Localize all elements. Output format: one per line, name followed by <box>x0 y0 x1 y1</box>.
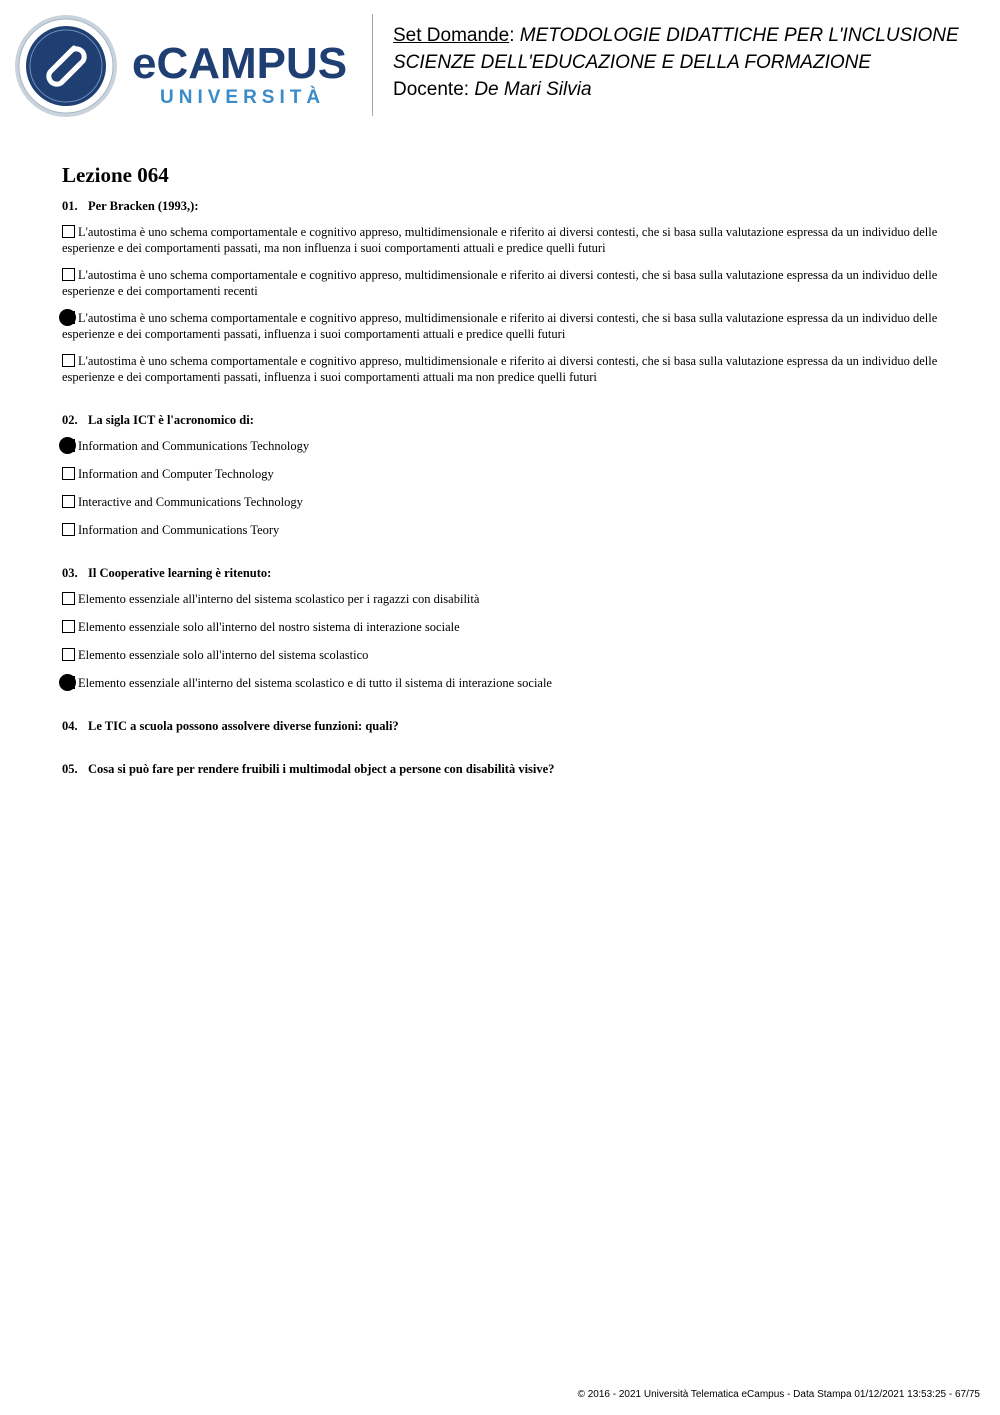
header-divider <box>372 14 373 116</box>
question-title <box>62 565 942 581</box>
answer-option[interactable] <box>62 647 942 663</box>
answer-option[interactable] <box>62 591 942 607</box>
question-04 <box>62 718 942 734</box>
question-title <box>62 412 942 428</box>
question-02 <box>62 412 942 538</box>
question-set <box>62 162 942 804</box>
answer-option[interactable] <box>62 494 942 510</box>
header-info <box>393 22 959 103</box>
checkbox-icon[interactable] <box>62 648 75 661</box>
answer-text: Information and Communications Technology <box>78 439 310 453</box>
selected-dot-icon <box>59 309 76 326</box>
checkbox-icon[interactable] <box>62 523 75 536</box>
question-title <box>62 198 942 214</box>
answer-text: Interactive and Communications Technology <box>78 495 303 509</box>
lesson-title: Lezione 064 <box>62 163 169 187</box>
checkbox-icon[interactable] <box>62 620 75 633</box>
answer-text: Information and Communications Teory <box>78 523 280 537</box>
checkbox-icon[interactable] <box>62 268 75 281</box>
question-text: Per Bracken (1993,): <box>88 199 199 213</box>
answer-option[interactable] <box>62 267 942 299</box>
checkbox-icon[interactable] <box>62 354 75 367</box>
answer-text: Elemento essenziale solo all'interno del nostro sistema di interazione sociale <box>78 620 460 634</box>
question-title <box>62 761 942 777</box>
question-text: Il Cooperative learning è ritenuto: <box>88 566 272 580</box>
teacher-name: De Mari Silvia <box>474 79 592 100</box>
answer-option[interactable] <box>62 224 942 256</box>
answer-text: L'autostima è uno schema comportamentale e cognitivo appreso, multidimensionale e riferito ai diversi contesti, che si basa sulla valutazione espressa da un individuo delle esperienze e dei comportamenti passati, influenza i suoi comportamenti attuali ma non predice quelli futuri <box>62 354 938 384</box>
answer-option[interactable] <box>62 353 942 385</box>
answer-option[interactable] <box>62 466 942 482</box>
question-number: 03. <box>62 566 78 580</box>
answer-text: L'autostima è uno schema comportamentale e cognitivo appreso, multidimensionale e riferito ai diversi contesti, che si basa sulla valutazione espressa da un individuo delle esperienze e dei comportamenti passati, influenza i suoi comportamenti attuali e predice quelli futuri <box>62 311 938 341</box>
checkbox-icon[interactable] <box>62 592 75 605</box>
answer-text: Elemento essenziale solo all'interno del sistema scolastico <box>78 648 369 662</box>
answer-option-selected[interactable] <box>62 438 942 454</box>
logo-subtitle: UNIVERSITÀ <box>160 87 326 108</box>
checkbox-icon[interactable] <box>62 467 75 480</box>
checkbox-icon[interactable] <box>62 495 75 508</box>
question-number: 02. <box>62 413 78 427</box>
answer-text: Information and Computer Technology <box>78 467 274 481</box>
set-label: Set Domande <box>393 25 510 46</box>
question-title <box>62 718 942 734</box>
answer-option-selected[interactable] <box>62 675 942 691</box>
question-number: 04. <box>62 719 78 733</box>
logo-wordmark: eCAMPUS <box>132 39 348 88</box>
answer-option-selected[interactable] <box>62 310 942 342</box>
selected-dot-icon <box>59 437 76 454</box>
question-01 <box>62 198 942 385</box>
answer-option[interactable] <box>62 619 942 635</box>
question-text: Le TIC a scuola possono assolvere diverse funzioni: quali? <box>88 719 399 733</box>
page-footer: © 2016 - 2021 Università Telematica eCampus - Data Stampa 01/12/2021 13:53:25 - 67/75 <box>577 1389 980 1400</box>
question-03 <box>62 565 942 691</box>
set-line: Set Domande: METODOLOGIE DIDATTICHE PER L'INCLUSIONE <box>393 25 959 46</box>
question-text: La sigla ICT è l'acronomico di: <box>88 413 254 427</box>
teacher-label: Docente: <box>393 79 470 100</box>
answer-option[interactable] <box>62 522 942 538</box>
selected-dot-icon <box>59 674 76 691</box>
question-number: 01. <box>62 199 78 213</box>
question-number: 05. <box>62 762 78 776</box>
course-line <box>393 49 959 76</box>
question-05 <box>62 761 942 777</box>
set-title: METODOLOGIE DIDATTICHE PER L'INCLUSIONE <box>519 25 959 46</box>
answer-text: L'autostima è uno schema comportamentale e cognitivo appreso, multidimensionale e riferito ai diversi contesti, che si basa sulla valutazione espressa da un individuo delle esperienze e dei comportamenti passati, ma non influenza i suoi comportamenti attuali e predice quelli futuri <box>62 225 938 255</box>
question-text: Cosa si può fare per rendere fruibili i multimodal object a persone con disabilità visive? <box>88 762 555 776</box>
ecampus-seal-logo <box>14 14 118 118</box>
page-header <box>0 0 1000 130</box>
answer-text: L'autostima è uno schema comportamentale e cognitivo appreso, multidimensionale e riferito ai diversi contesti, che si basa sulla valutazione espressa da un individuo delle esperienze e dei comportamenti recenti <box>62 268 938 298</box>
course-title: SCIENZE DELL'EDUCAZIONE E DELLA FORMAZIONE <box>393 52 872 73</box>
answer-text: Elemento essenziale all'interno del sistema scolastico e di tutto il sistema di interazione sociale <box>78 676 552 690</box>
checkbox-icon[interactable] <box>62 225 75 238</box>
teacher-line <box>393 76 959 103</box>
answer-text: Elemento essenziale all'interno del sistema scolastico per i ragazzi con disabilità <box>78 592 480 606</box>
